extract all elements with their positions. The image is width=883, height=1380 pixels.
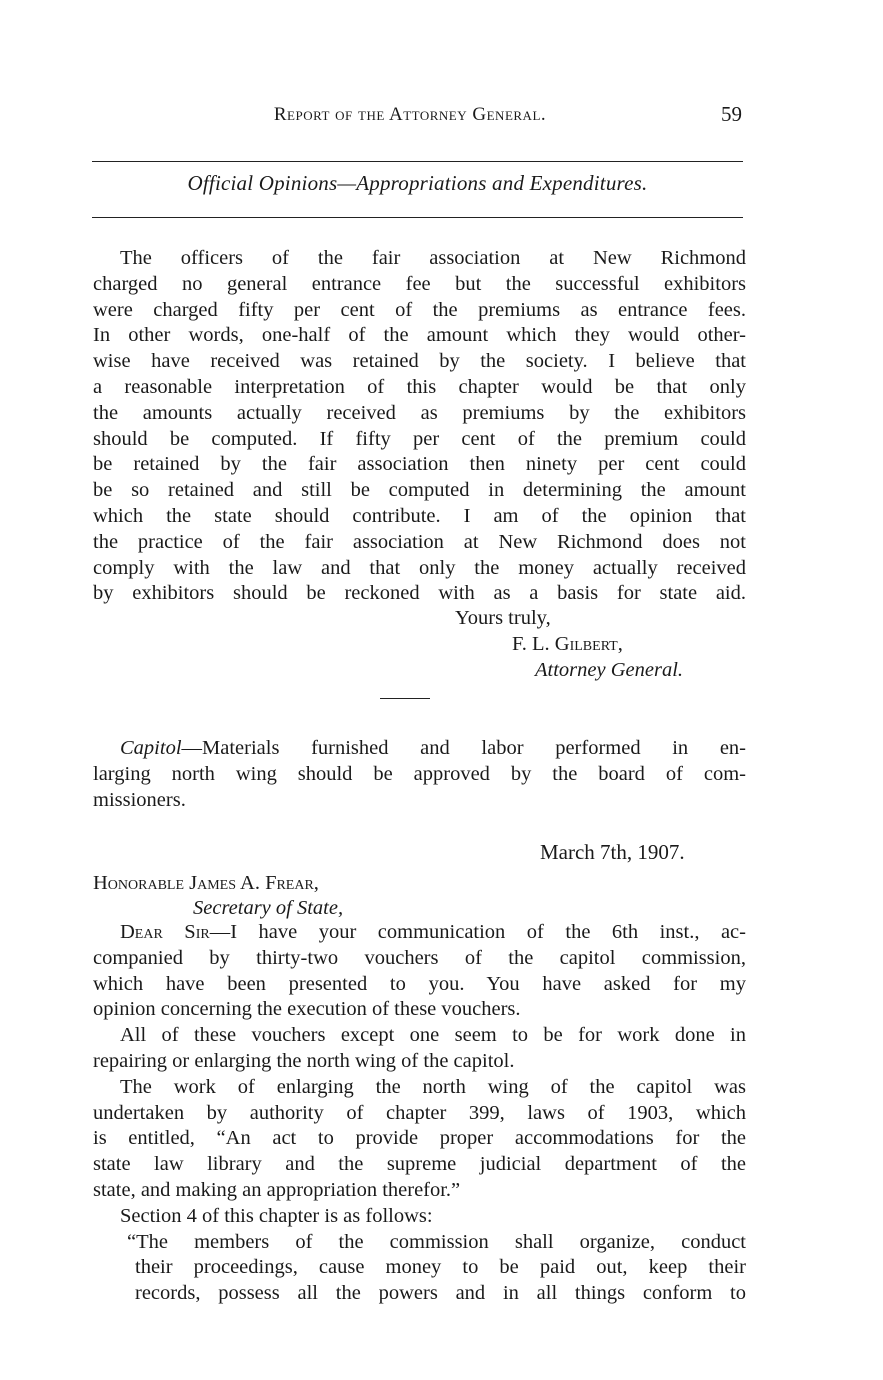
separator-rule <box>380 698 430 699</box>
signer-name: F. L. Gilbert, <box>512 633 623 655</box>
quote-line: their proceedings, cause money to be paid out, keep their <box>135 1256 746 1279</box>
closing: Yours truly, <box>455 607 551 629</box>
running-head <box>92 100 748 130</box>
addressee: Honorable James A. Frear, <box>93 872 319 894</box>
text-line: by exhibitors should be reckoned with as a basis for state aid. <box>93 582 746 605</box>
text-line: companied by thirty-two vouchers of the capitol commission, <box>93 946 746 969</box>
quote-line: “The members of the commission shall organize, conduct <box>127 1230 746 1253</box>
letter-date: March 7th, 1907. <box>540 840 685 864</box>
text-line: the practice of the fair association at New Richmond does not <box>93 530 746 553</box>
text-line: opinion concerning the execution of these vouchers. <box>93 998 521 1021</box>
text-line: The work of enlarging the north wing of the capitol was <box>120 1075 746 1098</box>
text-line <box>93 920 746 946</box>
text-line: were charged fifty per cent of the premiums as entrance fees. <box>93 298 746 321</box>
text-line: comply with the law and that only the money actually received <box>93 556 746 579</box>
text-line: a reasonable interpretation of this chapter would be that only <box>93 375 746 398</box>
text-line: which have been presented to you. You have asked for my <box>93 972 746 995</box>
text-line: repairing or enlarging the north wing of the capitol. <box>93 1049 515 1072</box>
text-line: the amounts actually received as premiums by the exhibitors <box>93 401 746 424</box>
addressee-title: Secretary of State, <box>193 897 344 919</box>
text-line: The officers of the fair association at New Richmond <box>120 247 746 269</box>
text-line: Section 4 of this chapter is as follows: <box>120 1204 433 1227</box>
topic-line: larging north wing should be approved by the board of com- <box>93 762 746 785</box>
topic-text: —Materials furnished and labor performed in en- <box>181 737 746 759</box>
salutation: Dear Sir <box>120 921 210 943</box>
text-line: which the state should contribute. I am of the opinion that <box>93 504 746 527</box>
topic-label: Capitol <box>120 737 182 759</box>
topic-line <box>93 736 746 762</box>
text-line: undertaken by authority of chapter 399, laws of 1903, which <box>93 1101 746 1124</box>
text-line: All of these vouchers except one seem to be for work done in <box>120 1024 746 1047</box>
quote-line: records, possess all the powers and in all things conform to <box>135 1282 746 1305</box>
heading-rule <box>92 217 743 218</box>
text-line: state, and making an appropriation therefor.” <box>93 1178 461 1201</box>
salutation-text: —I have your communication of the 6th inst., ac- <box>209 921 746 943</box>
running-title: Report of the Attorney General. <box>273 104 547 125</box>
letter-body <box>93 920 746 1307</box>
top-rule <box>92 161 743 162</box>
page-number: 59 <box>721 102 742 126</box>
opinion-two-topic <box>93 736 746 813</box>
text-line: wise have received was retained by the society. I believe that <box>93 350 746 373</box>
section-heading: Official Opinions—Appropriations and Expenditures. <box>187 171 648 195</box>
text-line: is entitled, “An act to provide proper accommodations for the <box>93 1127 746 1150</box>
signer-title: Attorney General. <box>535 659 684 681</box>
text-line: be so retained and still be computed in determining the amount <box>93 479 746 502</box>
text-line: should be computed. If fifty per cent of the premium could <box>93 427 746 450</box>
opinion-one-body <box>93 246 746 607</box>
topic-line: missioners. <box>93 788 186 811</box>
text-line: In other words, one-half of the amount which they would other- <box>93 324 746 347</box>
block-quote <box>93 1230 746 1307</box>
text-line: charged no general entrance fee but the successful exhibitors <box>93 272 746 295</box>
text-line: be retained by the fair association then ninety per cent could <box>93 453 746 476</box>
text-line: state law library and the supreme judicial department of the <box>93 1153 746 1176</box>
